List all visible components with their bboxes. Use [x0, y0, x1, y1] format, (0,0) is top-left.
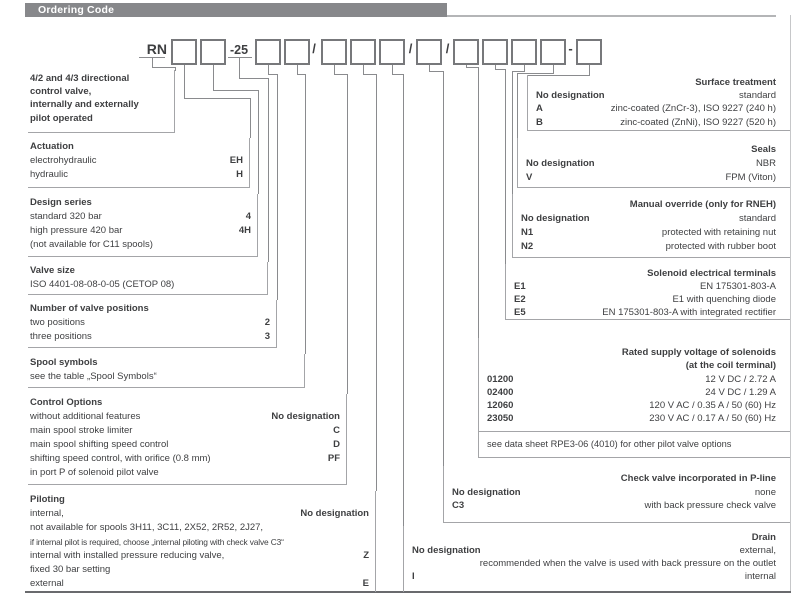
option-label: main spool shifting speed control	[30, 439, 169, 450]
page-title: Ordering Code	[38, 4, 115, 16]
option-label: internal,	[30, 508, 64, 519]
ordering-code-separator: -	[568, 41, 573, 56]
connector-line	[268, 78, 269, 262]
option-code: 2	[264, 317, 270, 328]
option-code: 12060	[487, 400, 514, 412]
option-code: Z	[363, 550, 369, 561]
ordering-code-box	[453, 39, 479, 65]
option-row	[30, 466, 340, 480]
option-label: FPM (Viton)	[725, 171, 776, 183]
block-title: Valve size	[30, 265, 75, 276]
option-label: EN 175301-803-A	[699, 281, 776, 292]
option-code: 23050	[487, 413, 514, 425]
block-supply-voltage	[478, 338, 790, 458]
option-code: V	[526, 171, 533, 183]
option-label: hydraulic	[30, 169, 69, 180]
right-margin-rule	[790, 15, 791, 592]
option-code: B	[536, 116, 543, 128]
connector-line	[505, 69, 506, 264]
connector-line	[517, 73, 554, 74]
option-row	[30, 410, 340, 424]
option-label: zinc-coated (ZnNi), ISO 9227 (520 h)	[620, 116, 776, 128]
block-solenoid-terminals	[505, 264, 790, 320]
option-row	[30, 424, 340, 438]
option-code: 01200	[487, 373, 514, 385]
header-rule	[447, 15, 776, 17]
block-title: Check valve incorporated in P-line	[620, 473, 776, 484]
option-row	[514, 280, 776, 293]
option-row	[30, 452, 340, 466]
option-label: standard	[739, 213, 776, 224]
block-title-line: internally and externally	[30, 99, 139, 111]
option-label: NBR	[755, 157, 776, 169]
option-row	[487, 373, 776, 386]
option-code: No designation	[412, 545, 481, 556]
option-code: No designation	[452, 486, 521, 498]
option-row	[514, 306, 776, 319]
ordering-code-box	[171, 39, 197, 65]
block-valve-size	[28, 262, 268, 295]
connector-line	[239, 57, 240, 78]
pilot-valve-note: see data sheet RPE3-06 (4010) for other pilot valve options	[479, 431, 790, 457]
connector-line	[429, 71, 444, 72]
ordering-code-box	[379, 39, 405, 65]
option-code: E	[362, 578, 369, 589]
connector-line	[213, 90, 259, 91]
connector-line	[228, 57, 252, 58]
option-row	[30, 535, 369, 549]
connector-line	[213, 65, 214, 90]
option-row	[526, 157, 776, 171]
block-title: Rated supply voltage of solenoids	[621, 347, 776, 358]
option-row	[487, 412, 776, 425]
option-code: N1	[521, 227, 534, 238]
option-code: C	[333, 425, 340, 436]
option-row	[536, 102, 776, 115]
option-row	[521, 240, 776, 254]
option-row	[30, 316, 270, 330]
connector-line	[363, 65, 364, 74]
ordering-code-box	[200, 39, 226, 65]
option-row	[514, 293, 776, 306]
option-row	[412, 544, 776, 557]
option-row	[536, 116, 776, 129]
block-spool-symbols	[28, 354, 305, 388]
block-title: Piloting	[30, 494, 65, 505]
option-label: fixed 30 bar setting	[30, 564, 111, 575]
option-row	[30, 507, 369, 521]
connector-line	[443, 71, 444, 466]
block-design-series	[28, 194, 258, 257]
option-label: three positions	[30, 331, 92, 342]
connector-line	[239, 78, 269, 79]
connector-line	[152, 67, 176, 68]
option-code: No designation	[300, 508, 369, 519]
option-label: see the table „Spool Symbols“	[30, 371, 157, 382]
option-code: E1	[514, 281, 526, 292]
option-row	[521, 212, 776, 226]
block-title: Actuation	[30, 141, 74, 152]
block-manual-override	[512, 194, 790, 258]
option-label: standard	[739, 90, 776, 102]
option-label: none	[754, 486, 776, 498]
connector-line	[478, 67, 479, 338]
option-label: EN 175301-803-A with integrated rectifier	[602, 307, 776, 318]
page-header-bar	[25, 3, 447, 17]
block-title-line: 4/2 and 4/3 directional	[30, 73, 130, 84]
option-row	[30, 577, 369, 591]
option-row	[452, 486, 776, 500]
block-title: Drain	[751, 532, 776, 543]
option-label: recommended when the valve is used with back pressure on the outlet	[479, 558, 776, 569]
option-row	[30, 168, 243, 182]
option-code: 4H	[238, 225, 251, 236]
option-row	[30, 563, 369, 577]
option-code: No designation	[536, 90, 605, 102]
connector-line	[258, 90, 259, 194]
option-row	[30, 438, 340, 452]
block-title: Manual override (only for RNEH)	[629, 199, 776, 210]
block-title: Design series	[30, 197, 92, 208]
ordering-code-label: -25	[229, 43, 249, 57]
option-label: high pressure 420 bar	[30, 225, 123, 236]
connector-line	[175, 67, 176, 71]
connector-line	[297, 65, 298, 74]
option-label: in port P of solenoid pilot valve	[30, 467, 159, 478]
connector-line	[363, 74, 377, 75]
connector-line	[517, 73, 518, 138]
option-row	[521, 226, 776, 240]
block-title-line: control valve,	[30, 86, 92, 98]
connector-line	[305, 74, 306, 354]
option-code: I	[412, 571, 415, 582]
option-code: PF	[327, 453, 340, 464]
block-surface-treatment	[527, 75, 790, 131]
option-row	[487, 399, 776, 412]
connector-line	[184, 98, 251, 99]
option-row	[30, 370, 298, 384]
ordering-code-box	[511, 39, 537, 65]
connector-line	[347, 74, 348, 394]
connector-line	[268, 65, 269, 74]
connector-line	[334, 65, 335, 74]
option-label: internal	[744, 571, 776, 582]
option-row	[526, 171, 776, 185]
option-row	[536, 89, 776, 102]
option-label: internal with installed pressure reducing valve,	[30, 550, 225, 561]
option-row	[30, 521, 369, 535]
option-label: E1 with quenching diode	[672, 294, 776, 305]
option-row	[30, 549, 369, 563]
option-row	[30, 330, 270, 344]
connector-line	[512, 71, 525, 72]
option-label: external	[30, 578, 64, 589]
block-title: Spool symbols	[30, 357, 98, 368]
option-code: D	[333, 439, 340, 450]
option-label: two positions	[30, 317, 85, 328]
connector-line	[152, 57, 153, 67]
connector-line	[184, 65, 185, 98]
connector-line	[277, 74, 278, 300]
option-row	[412, 557, 776, 570]
ordering-code-box	[482, 39, 508, 65]
option-label: not available for spools 3H11, 3C11, 2X52, 2R52, 2J27,	[30, 522, 264, 533]
ordering-code-box	[350, 39, 376, 65]
option-row	[452, 499, 776, 513]
ordering-code-box	[321, 39, 347, 65]
option-code: 3	[264, 331, 270, 342]
option-label: standard 320 bar	[30, 211, 102, 222]
option-code: E5	[514, 307, 526, 318]
connector-line	[403, 74, 404, 526]
block-seals	[517, 138, 790, 188]
option-code: C3	[452, 500, 465, 511]
option-row	[30, 278, 261, 292]
ordering-code-box	[284, 39, 310, 65]
option-row	[487, 386, 776, 399]
option-label: zinc-coated (ZnCr-3), ISO 9227 (240 h)	[610, 103, 776, 115]
option-label: electrohydraulic	[30, 155, 97, 166]
block-drain	[403, 526, 790, 592]
option-row	[30, 224, 251, 238]
option-code: EH	[229, 155, 243, 166]
ordering-code-box	[540, 39, 566, 65]
connector-line	[376, 74, 377, 491]
ordering-code-separator: /	[312, 41, 316, 56]
option-code: No designation	[521, 213, 590, 224]
option-label: protected with retaining nut	[661, 227, 776, 238]
option-row	[30, 154, 243, 168]
block-title: Control Options	[30, 397, 103, 408]
ordering-code-separator: /	[408, 41, 413, 56]
option-label: (not available for C11 spools)	[30, 239, 153, 250]
option-code: E2	[514, 294, 526, 305]
option-label: with back pressure check valve	[644, 500, 776, 511]
option-label: without additional features	[30, 411, 141, 422]
ordering-code-box	[255, 39, 281, 65]
block-title-line: pilot operated	[30, 112, 93, 124]
option-code: 4	[245, 211, 251, 222]
block-check-valve	[443, 466, 790, 523]
block-title: Solenoid electrical terminals	[647, 268, 776, 279]
block-title: Number of valve positions	[30, 303, 149, 314]
option-label: 230 V AC / 0.17 A / 50 (60) Hz	[649, 413, 776, 425]
option-label: 120 V AC / 0.35 A / 50 (60) Hz	[649, 400, 776, 412]
option-label: external,	[739, 545, 776, 556]
connector-line	[512, 71, 513, 194]
block-title: Surface treatment	[695, 77, 776, 88]
block-control-options	[28, 394, 347, 485]
ordering-code-box	[416, 39, 442, 65]
option-label: ISO 4401-08-08-0-05 (CETOP 08)	[30, 279, 175, 290]
option-label: if internal pilot is required, choose „internal piloting with check valve C3“	[30, 537, 284, 547]
option-row	[30, 210, 251, 224]
option-code: A	[536, 103, 543, 115]
ordering-code-box	[576, 39, 602, 65]
option-label: 12 V DC / 2.72 A	[705, 373, 776, 385]
option-row	[412, 570, 776, 583]
option-label: 24 V DC / 1.29 A	[705, 386, 776, 398]
connector-line	[392, 65, 393, 74]
block-valve-positions	[28, 300, 277, 348]
option-code: No designation	[526, 157, 595, 169]
option-code: H	[236, 169, 243, 180]
ordering-code-label: RN	[146, 41, 167, 57]
option-label: main spool stroke limiter	[30, 425, 133, 436]
block-actuation	[28, 138, 250, 188]
option-code: N2	[521, 241, 534, 252]
option-code: No designation	[271, 411, 340, 422]
ordering-code-separator: /	[445, 41, 450, 56]
option-row	[30, 238, 251, 252]
block-product	[28, 70, 175, 133]
connector-line	[334, 74, 348, 75]
block-title-line2: (at the coil terminal)	[685, 360, 776, 372]
block-piloting	[28, 491, 376, 592]
option-code: 02400	[487, 386, 514, 398]
connector-line	[250, 98, 251, 138]
option-label: shifting speed control, with orifice (0.8 mm)	[30, 453, 211, 464]
option-label: protected with rubber boot	[665, 241, 776, 252]
block-title: Seals	[751, 144, 776, 155]
